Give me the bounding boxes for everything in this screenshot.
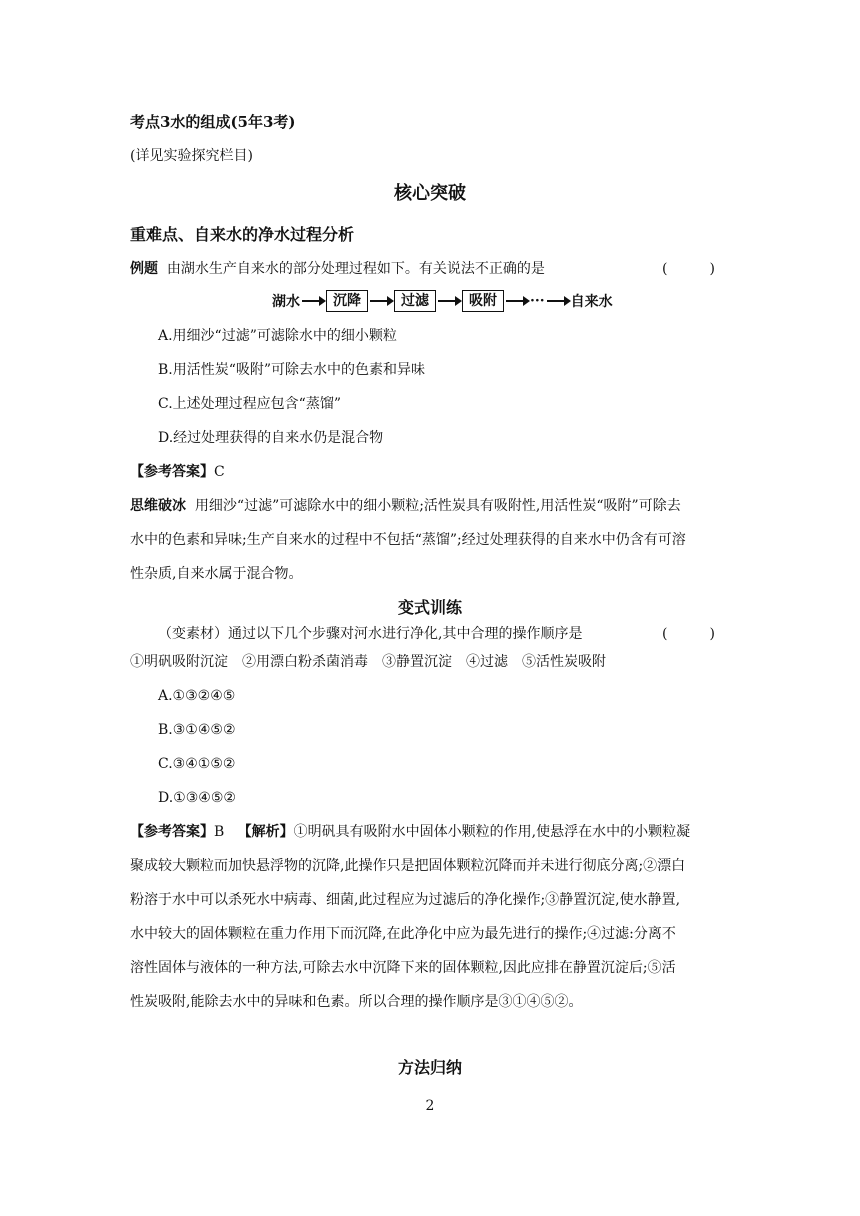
example-label: 例题	[130, 261, 158, 277]
training-answer-value: B	[214, 824, 225, 840]
example-question-text: 由湖水生产自来水的部分处理过程如下。有关说法不正确的是	[166, 261, 545, 277]
method-heading: 方法归纳	[397, 1058, 462, 1077]
answer-label: 【参考答案】	[130, 464, 214, 480]
flow-arrow	[547, 300, 569, 302]
example-option-d: D.经过处理获得的自来水仍是混合物	[158, 430, 384, 446]
training-option-d: D.①③④⑤②	[158, 790, 236, 806]
example-option-c: C.上述处理过程应包含“蒸馏”	[158, 396, 341, 412]
training-answer-paren: ( )	[662, 626, 715, 642]
example-option-b: B.用活性炭“吸附”可除去水中的色素和异味	[158, 362, 426, 378]
analysis-line-5: 溶性固体与液体的一种方法,可除去水中沉降下来的固体颗粒,因此应排在静置沉淀后;⑤活	[130, 960, 676, 976]
training-option-b: B.③①④⑤②	[158, 722, 236, 738]
topic-heading: 重难点、自来水的净水过程分析	[130, 225, 355, 244]
example-answer-paren: ( )	[662, 261, 715, 277]
example-option-a: A.用细沙“过滤”可滤除水中的细小颗粒	[158, 328, 397, 344]
flow-end: 自来水	[570, 294, 613, 310]
flow-arrow	[438, 300, 460, 302]
analysis-text: ①明矾具有吸附水中固体小颗粒的作用,使悬浮在水中的小颗粒凝	[293, 824, 691, 840]
think-line-2: 水中的色素和异味;生产自来水的过程中不包括“蒸馏”;经过处理获得的自来水中仍含有可溶	[130, 532, 686, 548]
training-heading: 变式训练	[397, 598, 462, 617]
page-number: 2	[425, 1098, 435, 1114]
flow-arrow	[506, 300, 528, 302]
analysis-line-3: 粉溶于水中可以杀死水中病毒、细菌,此过程应为过滤后的净化操作;③静置沉淀,使水静置,	[130, 892, 681, 908]
analysis-line-1	[130, 822, 690, 842]
core-heading: 核心突破	[394, 183, 466, 204]
training-steps: ①明矾吸附沉淀 ②用漂白粉杀菌消毒 ③静置沉淀 ④过滤 ⑤活性炭吸附	[130, 654, 606, 670]
answer-value: C	[214, 464, 225, 480]
think-label: 思维破冰	[130, 498, 186, 514]
flow-dots: ···	[530, 293, 545, 309]
flow-arrow	[370, 300, 392, 302]
analysis-line-4: 水中较大的固体颗粒在重力作用下而沉降,在此净化中应为最先进行的操作;④过滤:分离不	[130, 926, 676, 942]
flow-start: 湖水	[272, 294, 300, 310]
analysis-line-6: 性炭吸附,能除去水中的异味和色素。所以合理的操作顺序是③①④⑤②。	[130, 994, 583, 1010]
analysis-line-2: 聚成较大颗粒而加快悬浮物的沉降,此操作只是把固体颗粒沉降而并未进行彻底分离;②漂白	[130, 858, 686, 874]
flow-arrow	[302, 300, 324, 302]
think-line-1	[130, 496, 681, 516]
example-answer	[130, 462, 225, 482]
training-option-a: A.①③②④⑤	[158, 688, 236, 704]
think-text: 用细沙“过滤”可滤除水中的细小颗粒;活性炭具有吸附性,用活性炭“吸附”可除去	[194, 498, 681, 514]
training-answer-label: 【参考答案】	[130, 824, 214, 840]
process-flow-diagram	[272, 289, 613, 313]
analysis-label: 【解析】	[237, 824, 294, 840]
section-note: (详见实验探究栏目)	[130, 148, 253, 164]
flow-step-adsorb: 吸附	[462, 290, 504, 312]
training-question: （变素材）通过以下几个步骤对河水进行净化,其中合理的操作顺序是	[158, 626, 583, 642]
example-question	[130, 259, 545, 279]
flow-step-filter: 过滤	[394, 290, 436, 312]
flow-step-settle: 沉降	[326, 290, 368, 312]
training-option-c: C.③④①⑤②	[158, 756, 236, 772]
section-heading: 考点3水的组成(5年3考)	[130, 113, 296, 131]
think-line-3: 性杂质,自来水属于混合物。	[130, 566, 303, 582]
